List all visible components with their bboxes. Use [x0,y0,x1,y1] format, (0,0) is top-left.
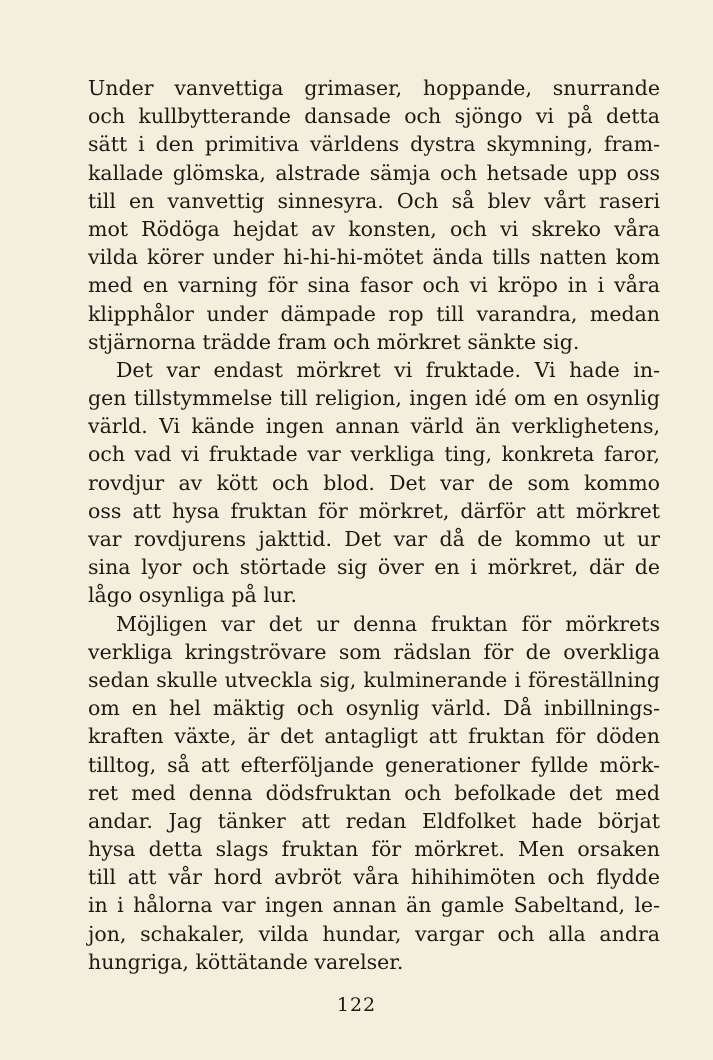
text-line: och kullbytterande dansade och sjöngo vi på detta [88,104,660,129]
text-line: sätt i den primitiva världens dystra skymning, fram- [88,132,660,157]
page-number: 122 [336,994,377,1016]
text-line: sina lyor och störtade sig över en i mörkret, där de [88,555,660,580]
text-line: oss att hysa fruktan för mörkret, därför att mörkret [88,498,660,523]
text-line: mot Rödöga hejdat av konsten, och vi skreko våra [88,216,660,241]
text-line: rovdjur av kött och blod. Det var de som kommo [88,470,660,495]
text-line: klipphålor under dämpade rop till varandra, medan [88,301,660,326]
text-line: var rovdjurens jakttid. Det var då de kommo ut ur [88,527,660,551]
text-line: jon, schakaler, vilda hundar, vargar och alla andra [88,921,660,946]
text-line: lågo osynliga på lur. [88,583,298,608]
text-line: hungriga, köttätande varelser. [88,949,404,974]
text-line: andar. Jag tänker att redan Eldfolket hade börjat [88,808,660,833]
text-line: gen tillstymmelse till religion, ingen idé om en osynlig [88,386,660,411]
text-line: kallade glömska, alstrade sämja och hetsade upp oss [88,160,660,185]
text-line: om en hel mäktig och osynlig värld. Då inbillnings- [88,696,660,721]
text-line: kraften växte, är det antagligt att fruktan för döden [88,724,660,749]
text-line: hysa detta slags fruktan för mörkret. Men orsaken [88,837,660,862]
text-line: stjärnorna trädde fram och mörkret sänkte sig. [88,329,580,354]
text-line: verkliga kringströvare som rädslan för de overkliga [88,639,660,664]
text-line: värld. Vi kände ingen annan värld än verklighetens, [88,414,660,439]
body-text [88,74,660,976]
text-line: till att vår hord avbröt våra hihihimöten och flydde [88,865,660,890]
text-line: Det var endast mörkret vi fruktade. Vi hade in- [116,357,660,382]
text-line: med en varning för sina fasor och vi kröpo in i våra [88,273,660,298]
text-line: och vad vi fruktade var verkliga ting, konkreta faror, [88,442,660,467]
text-line: ret med denna dödsfruktan och befolkade det med [88,780,660,805]
text-line: Möjligen var det ur denna fruktan för mörkrets [116,611,660,636]
text-line: vilda körer under hi-hi-hi-mötet ända tills natten kom [88,245,660,270]
text-line: till en vanvettig sinnesyra. Och så blev vårt raseri [88,188,660,213]
text-line: sedan skulle utveckla sig, kulminerande i föreställning [88,667,660,692]
text-line: tilltog, så att efterföljande generationer fyllde mörk- [88,752,660,777]
text-line: Under vanvettiga grimaser, hoppande, snurrande [88,76,660,100]
text-line: in i hålorna var ingen annan än gamle Sabeltand, le- [88,893,660,918]
